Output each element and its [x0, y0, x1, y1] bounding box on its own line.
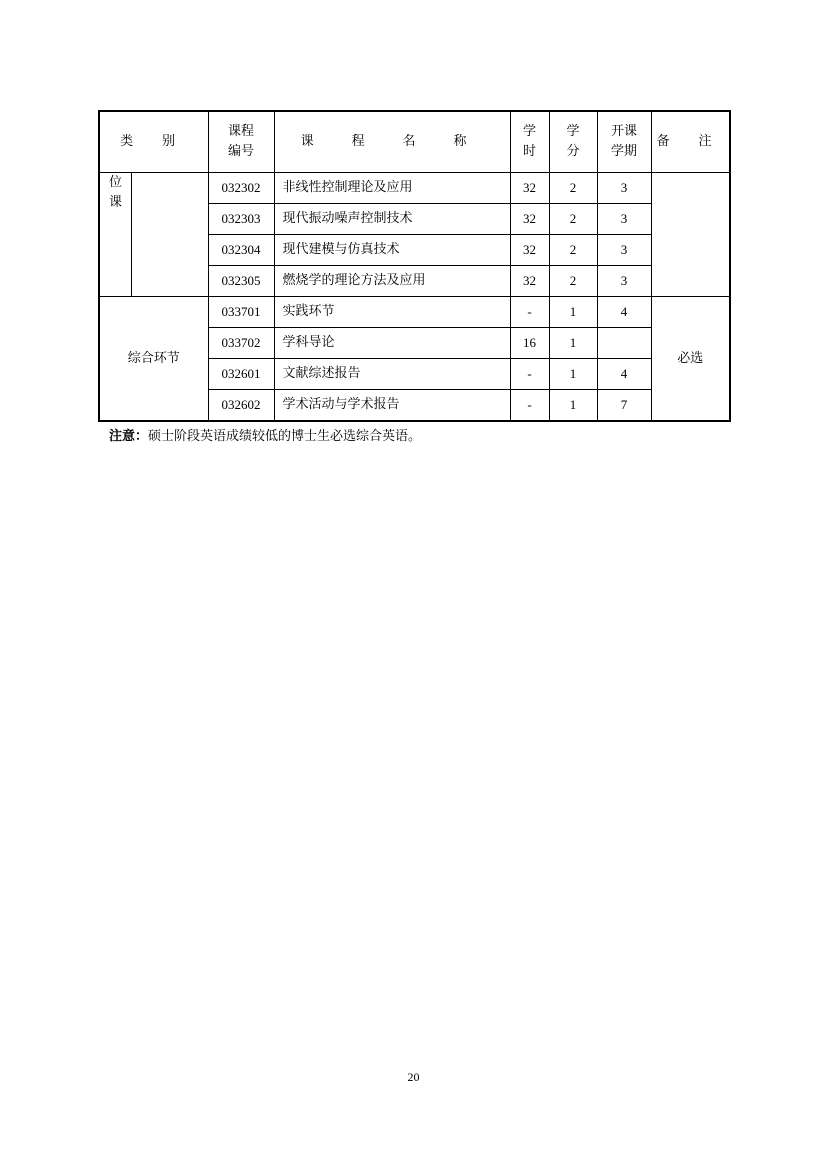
course-credits: 1	[549, 328, 597, 359]
course-name: 非线性控制理论及应用	[274, 173, 510, 204]
remark-required: 必选	[651, 297, 730, 422]
course-code: 032305	[208, 266, 274, 297]
header-course-name: 课 程 名 称	[274, 111, 510, 173]
category-comprehensive: 综合环节	[99, 297, 208, 422]
table-row	[99, 173, 730, 204]
course-semester: 7	[597, 390, 651, 422]
course-semester: 4	[597, 297, 651, 328]
course-name: 学科导论	[274, 328, 510, 359]
course-hours: 32	[510, 235, 549, 266]
course-code: 032304	[208, 235, 274, 266]
header-semester: 开课 学期	[597, 111, 651, 173]
course-code: 032303	[208, 204, 274, 235]
header-remarks: 备 注	[651, 111, 730, 173]
course-code: 032601	[208, 359, 274, 390]
course-semester: 3	[597, 235, 651, 266]
table-header-row	[99, 111, 730, 173]
course-code: 033701	[208, 297, 274, 328]
course-semester: 4	[597, 359, 651, 390]
course-credits: 2	[549, 173, 597, 204]
note-text: 硕士阶段英语成绩较低的博士生必选综合英语。	[148, 429, 422, 444]
note-label: 注意：	[109, 429, 149, 444]
course-semester: 3	[597, 173, 651, 204]
header-hours: 学 时	[510, 111, 549, 173]
course-credits: 1	[549, 297, 597, 328]
course-credits: 2	[549, 266, 597, 297]
course-name: 现代建模与仿真技术	[274, 235, 510, 266]
course-code: 032602	[208, 390, 274, 422]
course-table	[98, 110, 731, 422]
course-hours: -	[510, 390, 549, 422]
subcategory-blank	[131, 173, 208, 297]
course-semester: 3	[597, 204, 651, 235]
footnote	[109, 428, 421, 446]
course-semester	[597, 328, 651, 359]
course-hours: 32	[510, 204, 549, 235]
course-semester: 3	[597, 266, 651, 297]
course-code: 033702	[208, 328, 274, 359]
course-name: 实践环节	[274, 297, 510, 328]
header-course-code: 课程 编号	[208, 111, 274, 173]
course-credits: 2	[549, 204, 597, 235]
course-hours: 16	[510, 328, 549, 359]
remark-blank	[651, 173, 730, 297]
course-name: 现代振动噪声控制技术	[274, 204, 510, 235]
course-hours: 32	[510, 173, 549, 204]
course-hours: -	[510, 359, 549, 390]
course-name: 燃烧学的理论方法及应用	[274, 266, 510, 297]
table-row	[99, 297, 730, 328]
page-number: 20	[407, 1070, 420, 1084]
course-hours: 32	[510, 266, 549, 297]
course-credits: 1	[549, 390, 597, 422]
header-credits: 学 分	[549, 111, 597, 173]
course-name: 文献综述报告	[274, 359, 510, 390]
course-hours: -	[510, 297, 549, 328]
category-degree-course: 位 课	[99, 173, 131, 297]
header-category: 类 别	[99, 111, 208, 173]
course-code: 032302	[208, 173, 274, 204]
course-credits: 2	[549, 235, 597, 266]
course-name: 学术活动与学术报告	[274, 390, 510, 422]
course-credits: 1	[549, 359, 597, 390]
